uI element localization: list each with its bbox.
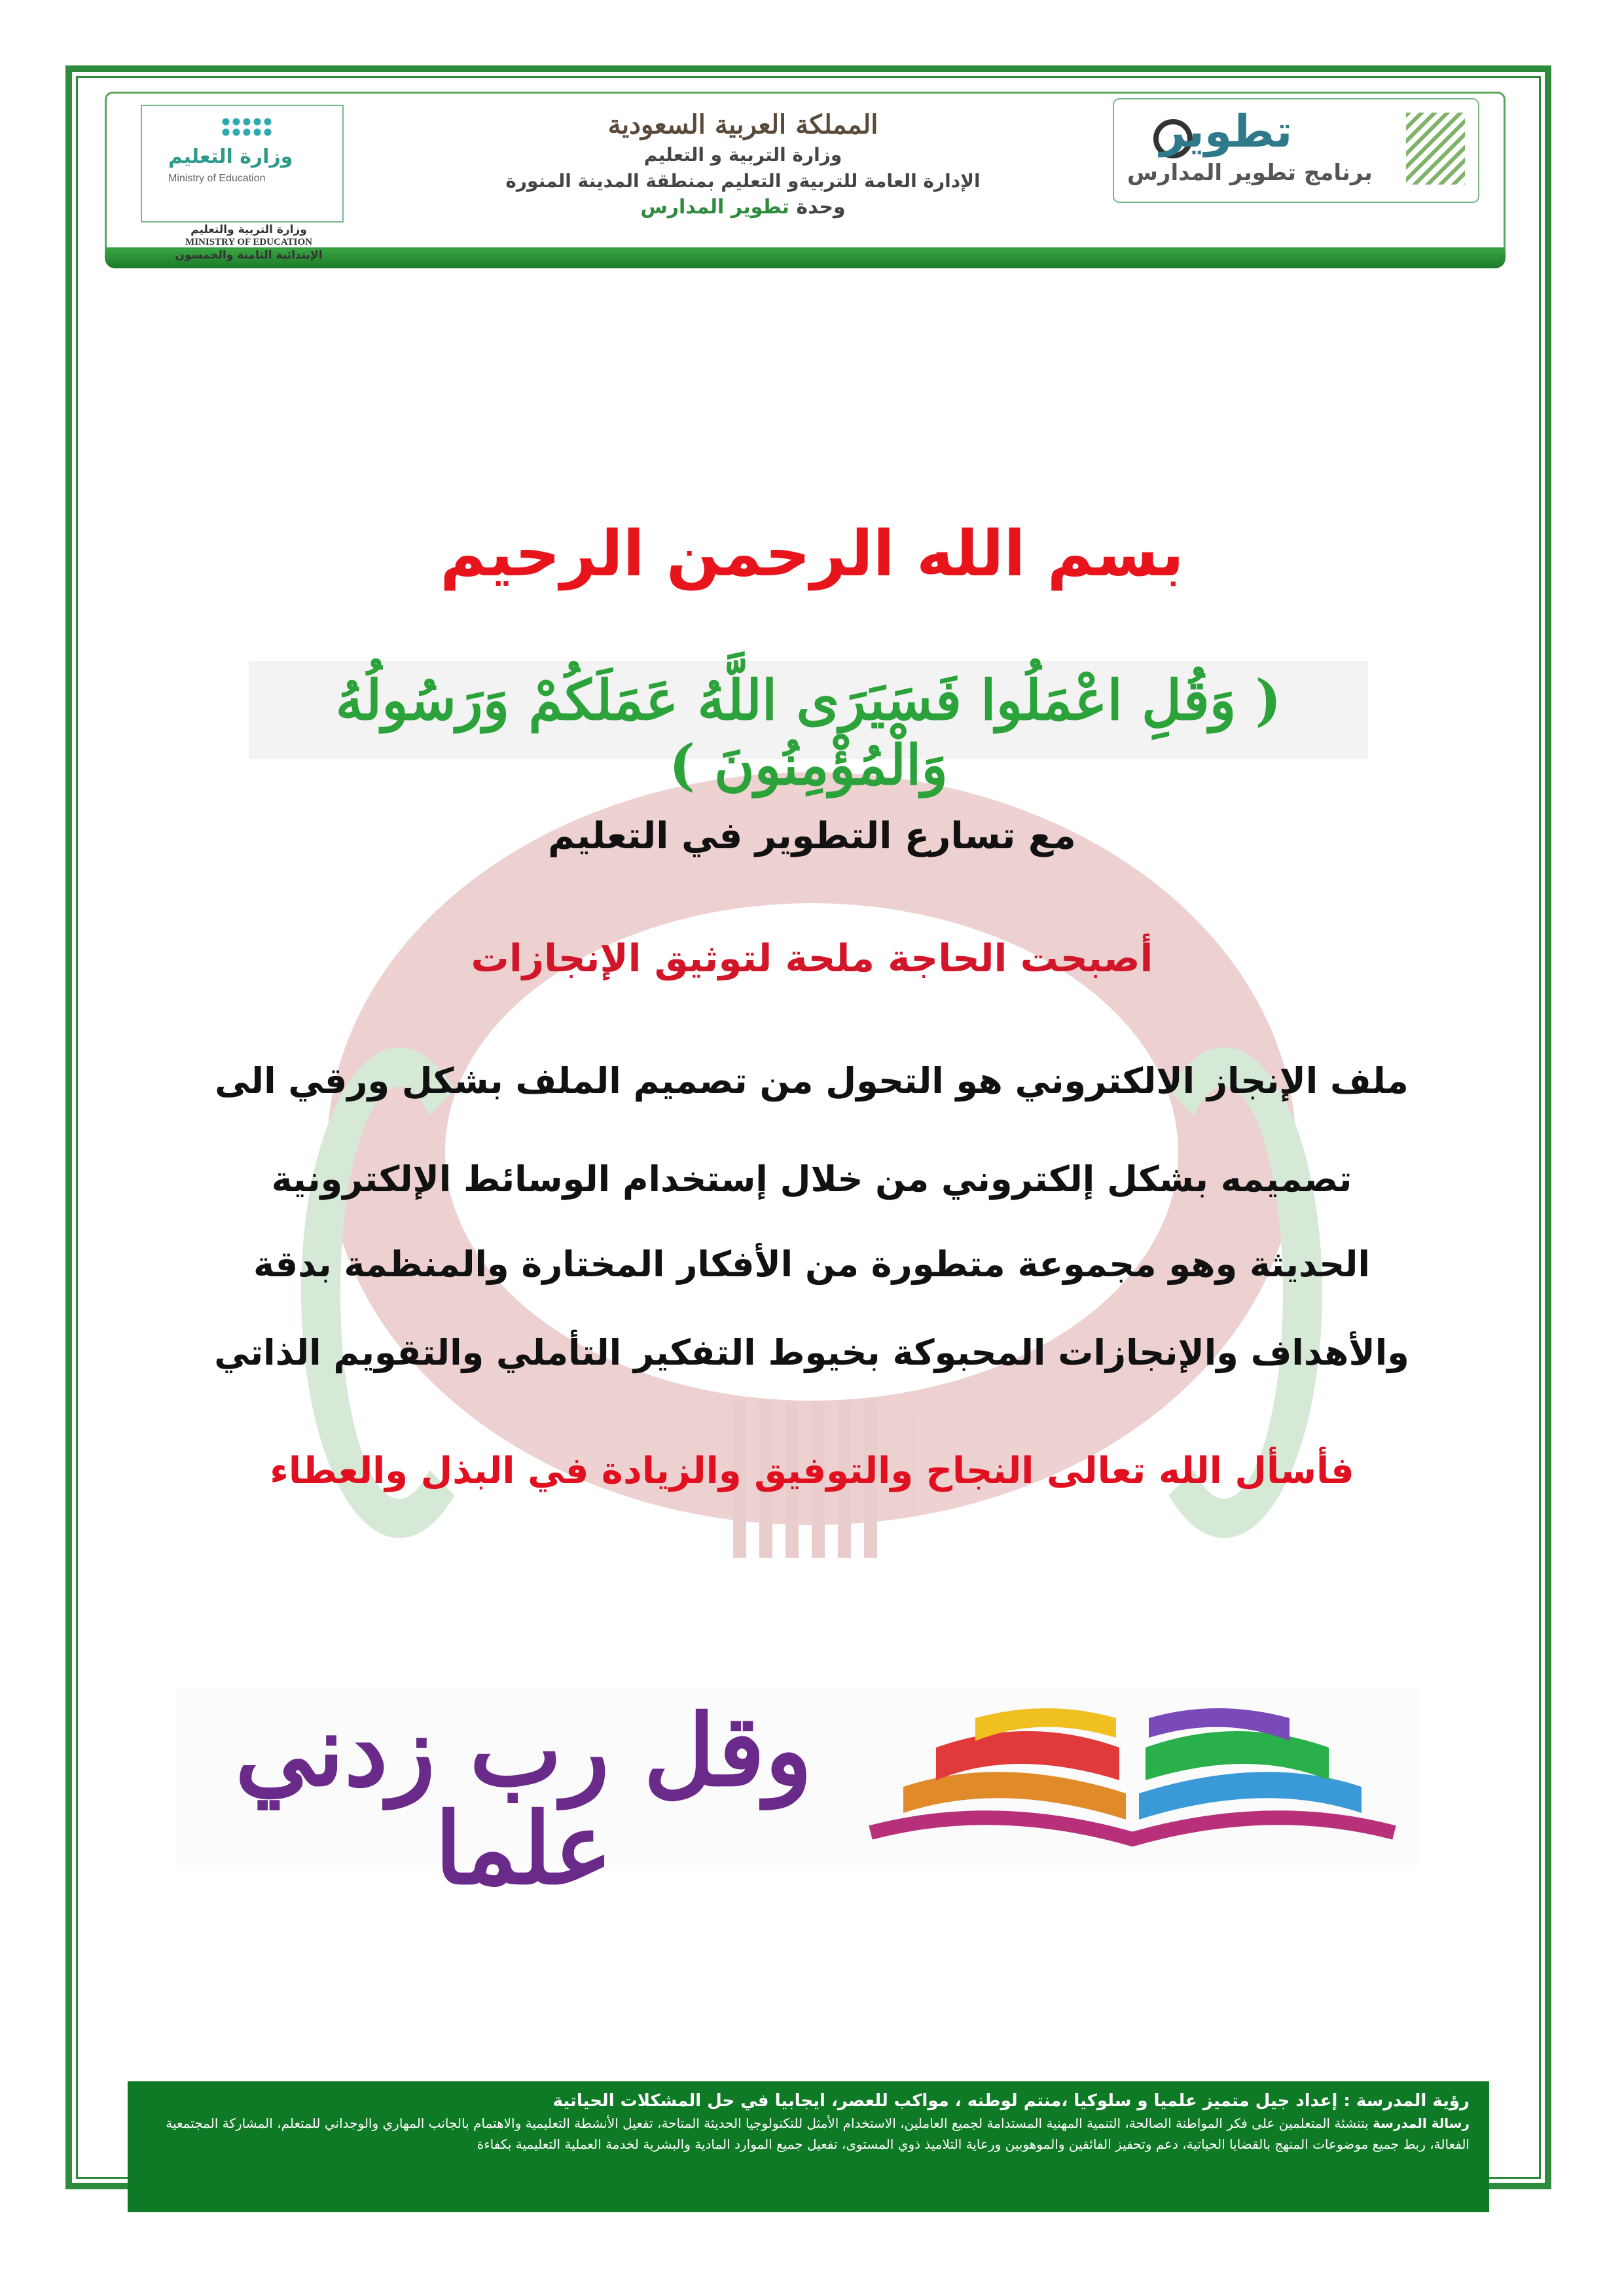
mission-label: رسالة المدرسة: [1373, 2115, 1470, 2131]
moe-logo-ar: وزارة التعليم: [168, 145, 293, 168]
directorate-line: الإدارة العامة للتربيةو التعليم بمنطقة المدينة المنورة: [505, 170, 981, 192]
paragraph-line: تصميمه بشكل إلكتروني من خلال إستخدام الوسائط الإلكترونية: [271, 1158, 1352, 1200]
paragraph-line: الحديثة وهو مجموعة متطورة من الأفكار المختارة والمنظمة بدقة: [253, 1244, 1370, 1285]
moe-subtitle: [105, 223, 393, 262]
tatweer-logo: [1113, 98, 1479, 203]
need-line: أصبحت الحاجة ملحة لتوثيق الإنجازات: [471, 936, 1153, 980]
unit-name: تطوير المدارس: [640, 196, 789, 219]
tatweer-program-name: تطوير المدارس: [1127, 160, 1296, 186]
tatweer-name: تطوير: [1160, 106, 1293, 158]
mission-text: بتنشئة المتعلمين على فكر المواطنة الصالحة، التنمية المهنية المستدامة لجميع العاملين، الاستخدام الأمثل للتكنولوجيا الحديثة المتاحة، تفعيل الأنشطة التعليمية والاهتمام بالجانب المهاري والوجداني للمتعلم، المشاركة المجتمعية الفعالة، ربط جميع موضوعات المنهج بالقضايا الحياتية، دعم وتحفيز الفائقين والموهوبين ورعاية التلاميذ ذوي المستوى، تفعيل جميع الموارد المادية والبشرية لخدمة العملية التعليمية بكفاءة: [166, 2115, 1470, 2152]
unit-prefix: وحدة: [796, 196, 846, 219]
school-mission: [147, 2113, 1470, 2155]
school-vision: رؤية المدرسة : إعداد جيل متميز علميا و سلوكيا ،منتم لوطنه ، مواكب للعصر، ايجابيا في حل المشكلات الحياتية: [552, 2091, 1470, 2111]
paragraph-line: والأهداف والإنجازات المحبوكة بخيوط التفكير التأملي والتقويم الذاتي: [214, 1332, 1409, 1373]
calligraphy-artwork: [177, 1689, 1420, 1907]
moe-logo-en: Ministry of Education: [168, 173, 266, 184]
paragraph-line: ملف الإنجاز الالكتروني هو التحول من تصميم الملف بشكل ورقي الى: [215, 1060, 1409, 1102]
unit-line: [367, 194, 1119, 221]
ministry-line: وزارة التربية و التعليم: [643, 144, 842, 166]
moe-sub-ar: وزارة التربية والتعليم: [190, 223, 307, 236]
tatweer-program-prefix: برنامج: [1303, 160, 1373, 186]
school-name: الإبتدائية الثامنة والخمسون: [175, 249, 323, 262]
quran-verse: ( وَقُلِ اعْمَلُوا فَسَيَرَى اللَّهُ عَمَلَكُمْ وَرَسُولُهُ وَالْمُؤْمِنُونَ ): [335, 668, 1282, 797]
tatweer-books-icon: [1406, 113, 1465, 185]
prayer-line: فأسأل الله تعالى النجاح والتوفيق والزيادة في البذل والعطاء: [270, 1450, 1354, 1492]
kingdom-title: المملكة العربية السعودية: [607, 109, 878, 140]
tatweer-program: [1127, 160, 1373, 186]
school-vision-footer: [128, 2081, 1489, 2212]
basmala: بسم الله الرحمن الرحيم: [440, 517, 1184, 590]
artwork-text: وقل رب زدني علما: [235, 1693, 812, 1907]
letterhead-text: [367, 108, 1119, 221]
moe-dots-icon: [221, 117, 273, 139]
moe-sub-en: MINISTRY OF EDUCATION: [185, 237, 312, 247]
open-book-icon: [864, 1702, 1401, 1852]
intro-line: مع تسارع التطوير في التعليم: [548, 815, 1076, 857]
ministry-of-education-logo: [141, 105, 344, 223]
